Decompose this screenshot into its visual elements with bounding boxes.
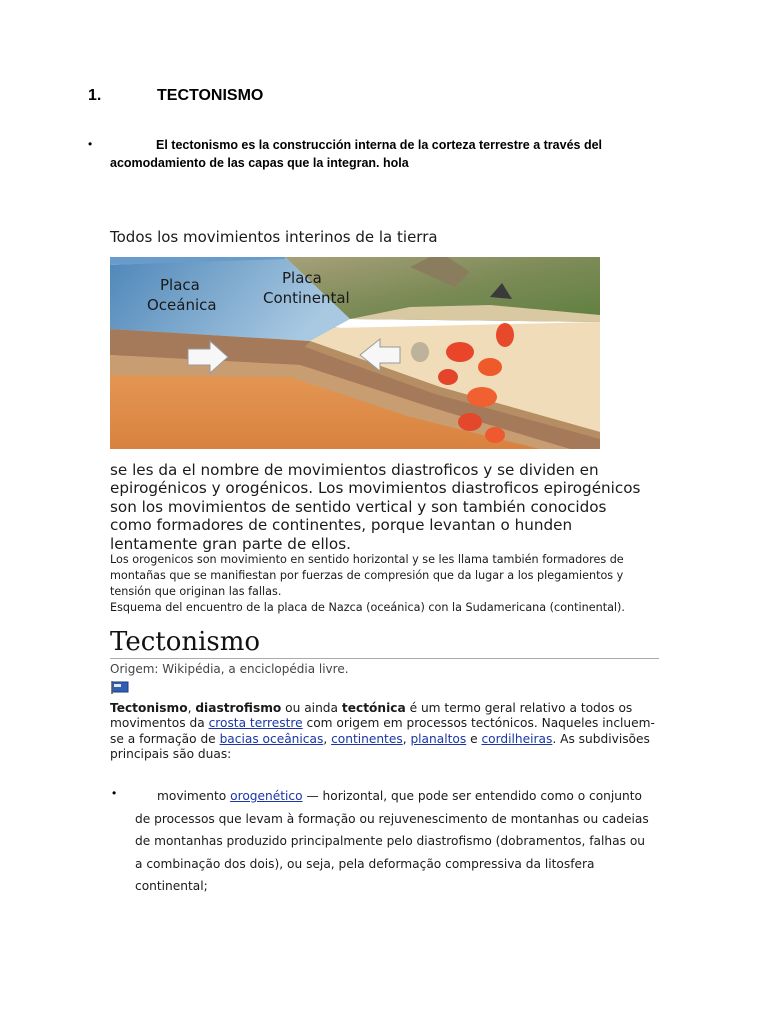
wiki-definition-paragraph bbox=[110, 701, 660, 763]
bullet: • bbox=[112, 786, 117, 800]
text-part: ou ainda bbox=[281, 701, 342, 715]
wiki-origin: Origem: Wikipédia, a enciclopédia livre. bbox=[110, 662, 349, 676]
nazca-text: Esquema del encuentro de la placa de Nazca (oceánica) con la Sudamericana (continental). bbox=[110, 601, 625, 614]
link-continentes[interactable]: continentes bbox=[331, 731, 403, 746]
link-crosta-terrestre[interactable]: crosta terrestre bbox=[208, 716, 303, 731]
text-sep: , bbox=[323, 731, 332, 746]
flag-icon bbox=[111, 680, 131, 694]
term-tectonismo: Tectonismo bbox=[110, 701, 188, 715]
label-oceanic-1: Placa bbox=[160, 276, 200, 294]
text-part: com origem em processos tectónicos. Naqueles incluem-se a formação de bbox=[110, 716, 655, 746]
term-tectonica: tectónica bbox=[341, 701, 406, 715]
intro-paragraph: El tectonismo es la construcción interna de la corteza terrestre a través del acomodamiento de las capas que la integran. hola bbox=[110, 138, 603, 170]
figure-caption: Todos los movimientos interinos de la tierra bbox=[110, 228, 438, 246]
label-oceanic-2: Oceánica bbox=[147, 296, 217, 314]
text-sep: , bbox=[187, 701, 196, 715]
text-part: . As subdivisões principais são duas: bbox=[110, 731, 650, 762]
plate-tectonics-diagram bbox=[110, 257, 600, 457]
term-diastrofismo: diastrofismo bbox=[195, 701, 282, 715]
title-divider bbox=[110, 658, 659, 659]
orogenic-paragraph bbox=[110, 552, 650, 616]
section-title: TECTONISMO bbox=[157, 87, 264, 104]
text-sep: , bbox=[402, 731, 411, 746]
link-orogenetico[interactable]: orogenético bbox=[230, 789, 303, 803]
link-bacias-oceanicas[interactable]: bacias oceânicas bbox=[219, 731, 324, 746]
label-continental-2: Continental bbox=[263, 289, 350, 307]
wiki-title: Tectonismo bbox=[110, 627, 261, 657]
bullet: • bbox=[88, 137, 93, 151]
list-item-orogenetico bbox=[135, 785, 655, 898]
orogenic-text: Los orogenicos son movimiento en sentido horizontal y se les llama también formadores de montañas que se manifiestan por fuerzas de compresión que da lugar a los plegamientos y tensión que originan las fallas. bbox=[110, 553, 624, 598]
text-part: movimento bbox=[157, 789, 231, 803]
diastrofism-paragraph: se les da el nombre de movimientos diastroficos y se dividen en epirogénicos y orogénicos. Los movimientos diastroficos epirogénicos son los movimientos de sentido vertical y son también conocidos como formadores de continentes, porque levantan o hunden lentamente gran parte de ellos. bbox=[110, 461, 641, 553]
section-number: 1. bbox=[88, 87, 102, 104]
text-part: — horizontal, que pode ser entendido como o conjunto de processos que levam à formação ou rejuvenescimento de montanhas ou cadeias de montanhas produzido principalmente pelo diastrofismo (dobramentos, falhas ou a combinação dos dois), ou seja, pela deformação compressiva da litosfera continental; bbox=[135, 789, 649, 893]
link-cordilheiras[interactable]: cordilheiras bbox=[481, 731, 553, 746]
link-planaltos[interactable]: planaltos bbox=[410, 731, 467, 746]
text-part: é um termo geral relativo a todos os movimentos da bbox=[110, 701, 633, 731]
text-part: e bbox=[466, 731, 482, 746]
label-continental-1: Placa bbox=[282, 269, 322, 287]
